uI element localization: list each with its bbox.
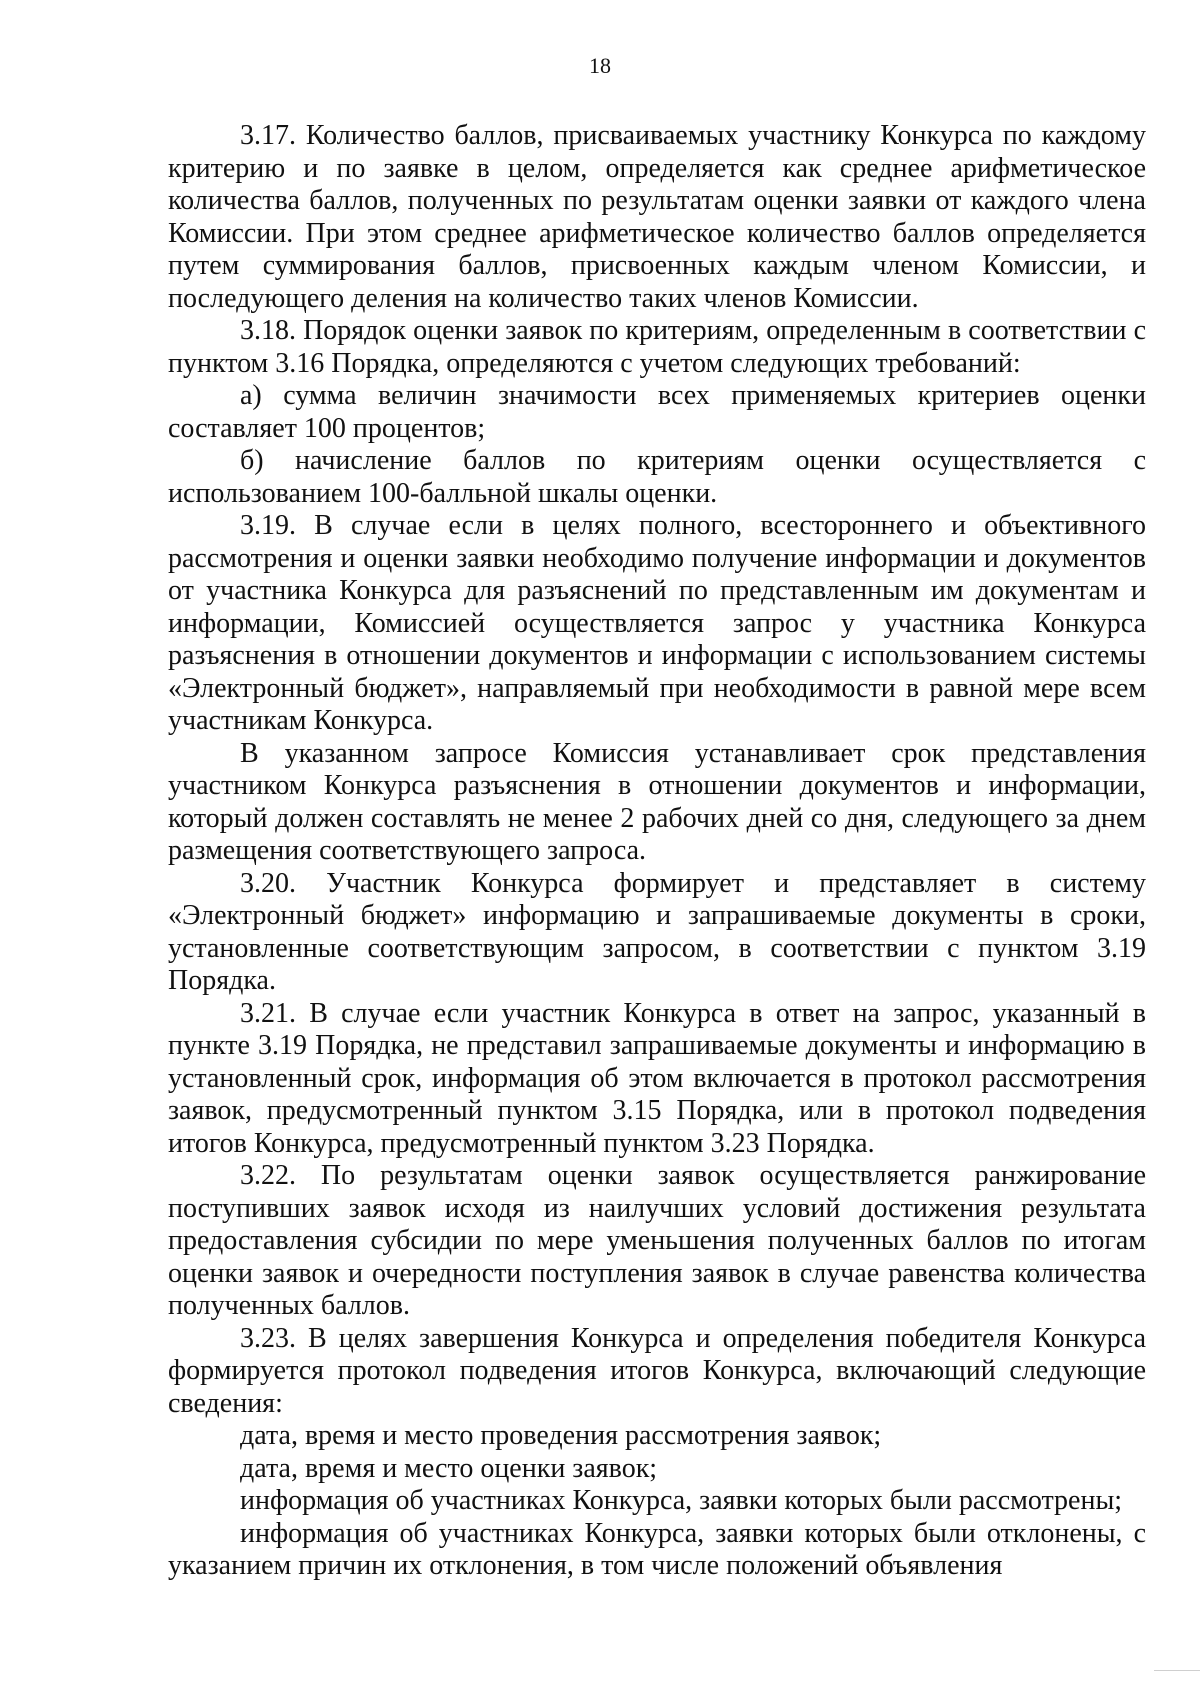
paragraph-3-19: 3.19. В случае если в целях полного, всестороннего и объективного рассмотрения и оценки заявки необходимо получение информации и документов от участника Конкурса для разъяснений по представленным им документам и информации, Комиссией осуществляется запрос у участника Конкурса разъяснения в отношении документов и информации с использованием системы «Электронный бюджет», направляемый при необходимости в равной мере всем участникам Конкурса. xyxy=(168,510,1146,736)
paragraph-3-19-request-deadline: В указанном запросе Комиссия устанавливает срок представления участником Конкурса разъяснения в отношении документов и информации, который должен составлять не менее 2 рабочих дней со дня, следующего за днем размещения соответствующего запроса. xyxy=(168,737,1146,866)
paragraph-3-18: 3.18. Порядок оценки заявок по критериям, определенным в соответствии с пунктом 3.16 Порядка, определяются с учетом следующих требований: xyxy=(168,315,1146,379)
document-body xyxy=(168,120,1146,1583)
protocol-item-review-date: дата, время и место проведения рассмотрения заявок; xyxy=(240,1420,882,1451)
protocol-item-evaluation-date: дата, время и место оценки заявок; xyxy=(240,1452,658,1484)
paragraph-3-20: 3.20. Участник Конкурса формирует и представляет в систему «Электронный бюджет» информацию и запрашиваемые документы в сроки, установленные соответствующим запросом, в соответствии с пунктом 3.19 Порядка. xyxy=(168,867,1146,996)
paragraph-3-23: 3.23. В целях завершения Конкурса и определения победителя Конкурса формируется протокол подведения итогов Конкурса, включающий следующие сведения: xyxy=(168,1322,1146,1419)
paragraph-3-18-a: а) сумма величин значимости всех применяемых критериев оценки составляет 100 процентов; xyxy=(168,380,1146,444)
protocol-item-reviewed-participants: информация об участниках Конкурса, заявки которых были рассмотрены; xyxy=(240,1485,1123,1516)
scan-edge-line xyxy=(1154,1670,1200,1671)
paragraph-3-17: 3.17. Количество баллов, присваиваемых участнику Конкурса по каждому критерию и по заявке в целом, определяется как среднее арифметическое количества баллов, полученных по результатам оценки заявки от каждого члена Комиссии. При этом среднее арифметическое количество баллов определяется путем суммирования баллов, присвоенных каждым членом Комиссии, и последующего деления на количество таких членов Комиссии. xyxy=(168,120,1146,314)
page-number: 18 xyxy=(589,53,611,78)
paragraph-3-22: 3.22. По результатам оценки заявок осуществляется ранжирование поступивших заявок исходя из наилучших условий достижения результата предоставления субсидии по мере уменьшения полученных баллов по итогам оценки заявок и очередности поступления заявок в случае равенства количества полученных баллов. xyxy=(168,1160,1146,1321)
paragraph-3-21: 3.21. В случае если участник Конкурса в ответ на запрос, указанный в пункте 3.19 Порядка, не представил запрашиваемые документы и информацию в установленный срок, информация об этом включается в протокол рассмотрения заявок, предусмотренный пунктом 3.15 Порядка, или в протокол подведения итогов Конкурса, предусмотренный пунктом 3.23 Порядка. xyxy=(168,997,1146,1159)
protocol-item-rejected-participants: информация об участниках Конкурса, заявки которых были отклонены, с указанием причин их отклонения, в том числе положений объявления xyxy=(168,1517,1146,1581)
paragraph-3-18-b: б) начисление баллов по критериям оценки осуществляется с использованием 100-балльной шкалы оценки. xyxy=(168,445,1146,509)
